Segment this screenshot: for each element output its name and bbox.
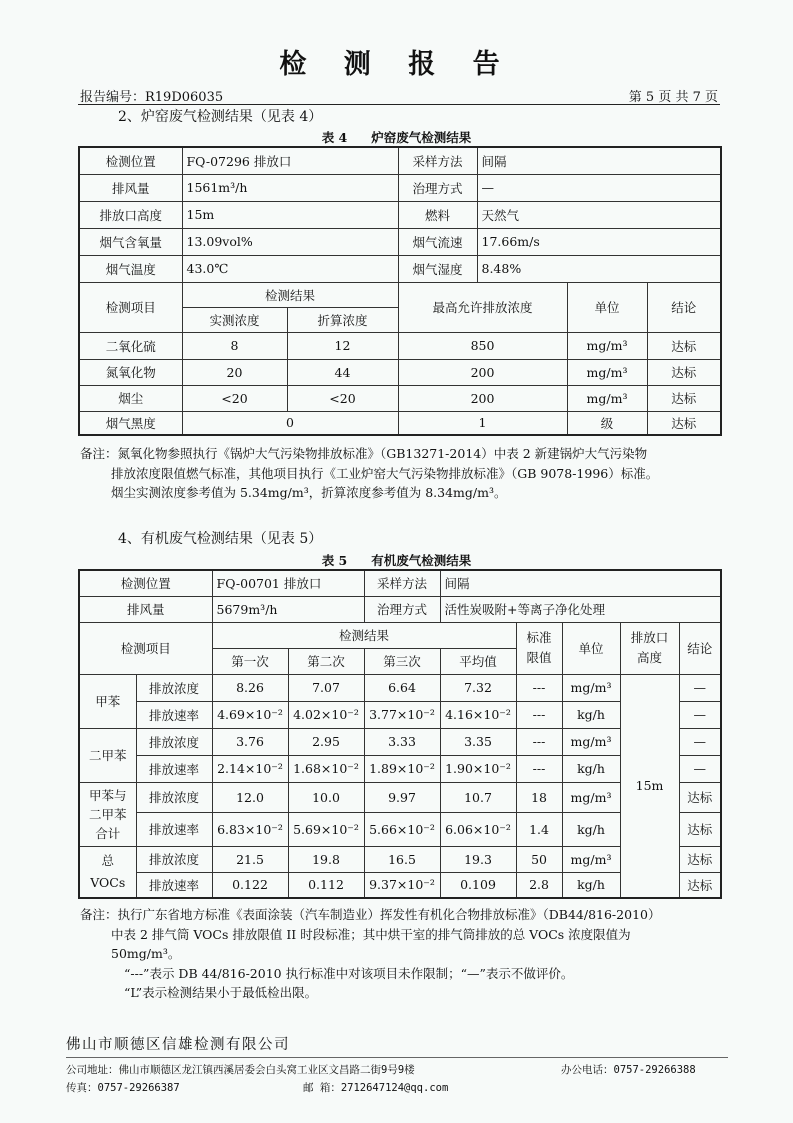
table4-info-row (79, 147, 721, 174)
table-cell: 7.07 (288, 674, 364, 701)
table4-caption-title: 炉窑废气检测结果 (371, 130, 472, 145)
table-cell: 达标 (679, 812, 721, 846)
note-line: “---”表示 DB 44/816-2010 执行标准中对该项目未作限制；“—”表示不做评价。 (124, 965, 574, 981)
table-cell: 12 (287, 332, 398, 359)
page-title: 检 测 报 告 (279, 49, 514, 80)
table4-kiln-exhaust (78, 146, 722, 436)
table-cell: mg/m³ (562, 728, 620, 755)
table5-info-label: 采样方法 (364, 570, 440, 596)
table-cell: 850 (398, 332, 567, 359)
table5-organic-exhaust (78, 569, 722, 899)
table-cell: 2.95 (288, 728, 364, 755)
table-cell: 10.0 (288, 782, 364, 812)
table-cell: 200 (398, 385, 567, 411)
table-cell: 21.5 (212, 846, 288, 872)
table-cell: 达标 (679, 846, 721, 872)
section-heading-organic: 4、有机废气检测结果（见表 5） (118, 531, 323, 547)
table5-info-value: 活性炭吸附+等离子净化处理 (440, 596, 721, 622)
table-cell: --- (516, 728, 562, 755)
table-cell: 1.68×10⁻² (288, 755, 364, 782)
table5-header-row (79, 622, 721, 648)
table5-group-name: 总VOCs (79, 846, 136, 898)
table-cell: 3.76 (212, 728, 288, 755)
table4-info-row (79, 174, 721, 201)
table-row (79, 674, 721, 701)
note-line: 烟尘实测浓度参考值为 5.34mg/m³，折算浓度参考值为 8.34mg/m³。 (111, 485, 507, 500)
table-cell: 44 (287, 359, 398, 385)
table-cell: kg/h (562, 701, 620, 728)
table-cell: 5.66×10⁻² (364, 812, 440, 846)
table-cell: 排放浓度 (136, 674, 212, 701)
table-cell: 1 (398, 411, 567, 435)
table5-group-name: 甲苯与二甲苯合计 (79, 782, 136, 846)
table5-header-conclusion: 结论 (679, 622, 721, 674)
table-cell: 10.7 (440, 782, 516, 812)
table5-info-row (79, 596, 721, 622)
table4-info-value: FQ-07296 排放口 (182, 147, 398, 174)
table-cell: 2.14×10⁻² (212, 755, 288, 782)
table5-group-name: 甲苯 (79, 674, 136, 728)
note-line: 备注：执行广东省地方标准《表面涂装（汽车制造业）挥发性有机化合物排放标准》（DB44/816-2010） (80, 907, 661, 922)
table-cell: 9.97 (364, 782, 440, 812)
table-cell: mg/m³ (567, 385, 647, 411)
table4-info-label: 烟气温度 (79, 255, 182, 282)
table4-header-unit: 单位 (567, 282, 647, 332)
table-cell: 6.06×10⁻² (440, 812, 516, 846)
table-cell: 8 (182, 332, 287, 359)
table-cell: 19.8 (288, 846, 364, 872)
table4-header-row (79, 282, 721, 307)
table-cell: 二氧化硫 (79, 332, 182, 359)
table4-info-row (79, 255, 721, 282)
table-cell: 3.35 (440, 728, 516, 755)
page-info: 第 5 页 共 7 页 (628, 90, 718, 105)
table5-header-avg: 平均值 (440, 648, 516, 674)
table-cell: --- (516, 701, 562, 728)
table-row (79, 411, 721, 435)
company-name: 佛山市顺德区信雄检测有限公司 (66, 1037, 290, 1053)
table-cell: 0.109 (440, 872, 516, 898)
table-cell: 19.3 (440, 846, 516, 872)
table4-info-value: 15m (182, 201, 398, 228)
table4-info-label: 烟气含氧量 (79, 228, 182, 255)
table-cell: 16.5 (364, 846, 440, 872)
report-number: 报告编号：R19D06035 (80, 90, 224, 105)
table-cell: mg/m³ (567, 332, 647, 359)
table4-info-value: 17.66m/s (477, 228, 721, 255)
table-cell: mg/m³ (562, 782, 620, 812)
table5-info-label: 排风量 (79, 596, 212, 622)
table4-header-item: 检测项目 (79, 282, 182, 332)
company-address: 公司地址：佛山市顺德区龙江镇西溪居委会白头窝工业区文昌路二街9号9楼 (66, 1064, 415, 1076)
table-cell: 18 (516, 782, 562, 812)
table4-info-value: 13.09vol% (182, 228, 398, 255)
table4-header-limit: 最高允许排放浓度 (398, 282, 567, 332)
table4-info-row (79, 228, 721, 255)
table-cell: 6.64 (364, 674, 440, 701)
table-cell: 排放速率 (136, 701, 212, 728)
table-cell: 排放速率 (136, 755, 212, 782)
table-cell: — (679, 701, 721, 728)
note-line: 中表 2 排气筒 VOCs 排放限值 II 时段标准；其中烘干室的排气筒排放的总 VOCs 浓度限值为 (111, 926, 631, 942)
table-cell: 4.69×10⁻² (212, 701, 288, 728)
table5-info-row (79, 570, 721, 596)
table-cell: 2.8 (516, 872, 562, 898)
table-cell: 20 (182, 359, 287, 385)
table-cell: kg/h (562, 872, 620, 898)
table4-header-measured: 实测浓度 (182, 307, 287, 332)
table4-info-value: 1561m³/h (182, 174, 398, 201)
table5-info-label: 治理方式 (364, 596, 440, 622)
table-cell: — (679, 755, 721, 782)
footer-divider (66, 1057, 728, 1058)
table5-info-label: 检测位置 (79, 570, 212, 596)
table-cell: 烟气黑度 (79, 411, 182, 435)
table4-header-result: 检测结果 (182, 282, 398, 307)
report-meta-row (78, 86, 720, 105)
table4-info-value: 间隔 (477, 147, 721, 174)
table-cell: <20 (287, 385, 398, 411)
table-cell: 达标 (679, 782, 721, 812)
table-cell: 3.33 (364, 728, 440, 755)
table-cell: 达标 (679, 872, 721, 898)
fax-number: 传真：0757-29266387 (66, 1082, 180, 1094)
table-cell: 达标 (647, 332, 721, 359)
table-cell: mg/m³ (567, 359, 647, 385)
table5-header-result: 检测结果 (212, 622, 516, 648)
table4-info-value: 天然气 (477, 201, 721, 228)
table-row (79, 332, 721, 359)
note-line: 50mg/m³。 (111, 946, 181, 961)
table4-caption (0, 128, 793, 146)
table-cell: 200 (398, 359, 567, 385)
note-line: 排放浓度限值燃气标准，其他项目执行《工业炉窑大气污染物排放标准》（GB 9078-1996）标准。 (111, 465, 659, 481)
table-cell: 8.26 (212, 674, 288, 701)
table-cell: 排放速率 (136, 812, 212, 846)
table4-info-value: — (477, 174, 721, 201)
table-cell: --- (516, 674, 562, 701)
table-cell: 0.112 (288, 872, 364, 898)
table4-note (80, 444, 720, 503)
table-cell: --- (516, 755, 562, 782)
table-cell: 9.37×10⁻² (364, 872, 440, 898)
note-line: “L”表示检测结果小于最低检出限。 (124, 985, 318, 1000)
table-cell: — (679, 728, 721, 755)
table4-info-label: 检测位置 (79, 147, 182, 174)
table-cell: <20 (182, 385, 287, 411)
table5-header-limit: 标准限值 (516, 622, 562, 674)
table-cell: kg/h (562, 812, 620, 846)
table4-info-label: 排风量 (79, 174, 182, 201)
table-cell: 排放浓度 (136, 728, 212, 755)
table-row (79, 385, 721, 411)
table-row (79, 359, 721, 385)
table-cell: 达标 (647, 359, 721, 385)
table-cell: 达标 (647, 385, 721, 411)
table4-info-label: 采样方法 (398, 147, 477, 174)
table-cell: 4.02×10⁻² (288, 701, 364, 728)
table-cell: 50 (516, 846, 562, 872)
table-cell: 级 (567, 411, 647, 435)
table5-info-value: 5679m³/h (212, 596, 364, 622)
table5-header-third: 第三次 (364, 648, 440, 674)
table4-caption-number: 表 4 (321, 130, 348, 145)
table-cell: — (679, 674, 721, 701)
table4-info-label: 治理方式 (398, 174, 477, 201)
note-line: 备注：氮氧化物参照执行《锅炉大气污染物排放标准》（GB13271-2014）中表 2 新建锅炉大气污染物 (80, 446, 648, 461)
table4-header-converted: 折算浓度 (287, 307, 398, 332)
table-cell: kg/h (562, 755, 620, 782)
table5-header-item: 检测项目 (79, 622, 212, 674)
table-cell: 排放浓度 (136, 782, 212, 812)
table4-info-value: 43.0℃ (182, 255, 398, 282)
table5-info-value: FQ-00701 排放口 (212, 570, 364, 596)
table5-height-value: 15m (620, 674, 679, 898)
table5-header-height: 排放口高度 (620, 622, 679, 674)
table-cell: 烟尘 (79, 385, 182, 411)
table-cell: 12.0 (212, 782, 288, 812)
table-cell: 1.4 (516, 812, 562, 846)
table5-caption-number: 表 5 (321, 553, 348, 568)
table5-header-first: 第一次 (212, 648, 288, 674)
table5-header-second: 第二次 (288, 648, 364, 674)
table-cell: 排放速率 (136, 872, 212, 898)
table5-header-unit: 单位 (562, 622, 620, 674)
table5-caption (0, 551, 793, 569)
table4-info-value: 8.48% (477, 255, 721, 282)
table-cell: 7.32 (440, 674, 516, 701)
table-cell: 1.89×10⁻² (364, 755, 440, 782)
section-heading-kiln: 2、炉窑废气检测结果（见表 4） (118, 109, 323, 125)
email-address: 邮 箱：2712647124@qq.com (303, 1082, 449, 1094)
table-cell: 0 (182, 411, 398, 435)
table4-info-label: 排放口高度 (79, 201, 182, 228)
table4-info-row (79, 201, 721, 228)
table4-header-conclusion: 结论 (647, 282, 721, 332)
office-phone: 办公电话：0757-29266388 (561, 1064, 696, 1076)
table-cell: 达标 (647, 411, 721, 435)
table-cell: 3.77×10⁻² (364, 701, 440, 728)
table5-caption-title: 有机废气检测结果 (371, 553, 472, 568)
table-cell: 6.83×10⁻² (212, 812, 288, 846)
table4-info-label: 燃料 (398, 201, 477, 228)
table-cell: 4.16×10⁻² (440, 701, 516, 728)
table-cell: 0.122 (212, 872, 288, 898)
table-cell: 5.69×10⁻² (288, 812, 364, 846)
table-cell: 氮氧化物 (79, 359, 182, 385)
table-cell: 1.90×10⁻² (440, 755, 516, 782)
table-cell: 排放浓度 (136, 846, 212, 872)
table4-info-label: 烟气流速 (398, 228, 477, 255)
table5-note (80, 905, 720, 1003)
table4-info-label: 烟气湿度 (398, 255, 477, 282)
table-cell: mg/m³ (562, 674, 620, 701)
table5-info-value: 间隔 (440, 570, 721, 596)
table-cell: mg/m³ (562, 846, 620, 872)
table5-group-name: 二甲苯 (79, 728, 136, 782)
